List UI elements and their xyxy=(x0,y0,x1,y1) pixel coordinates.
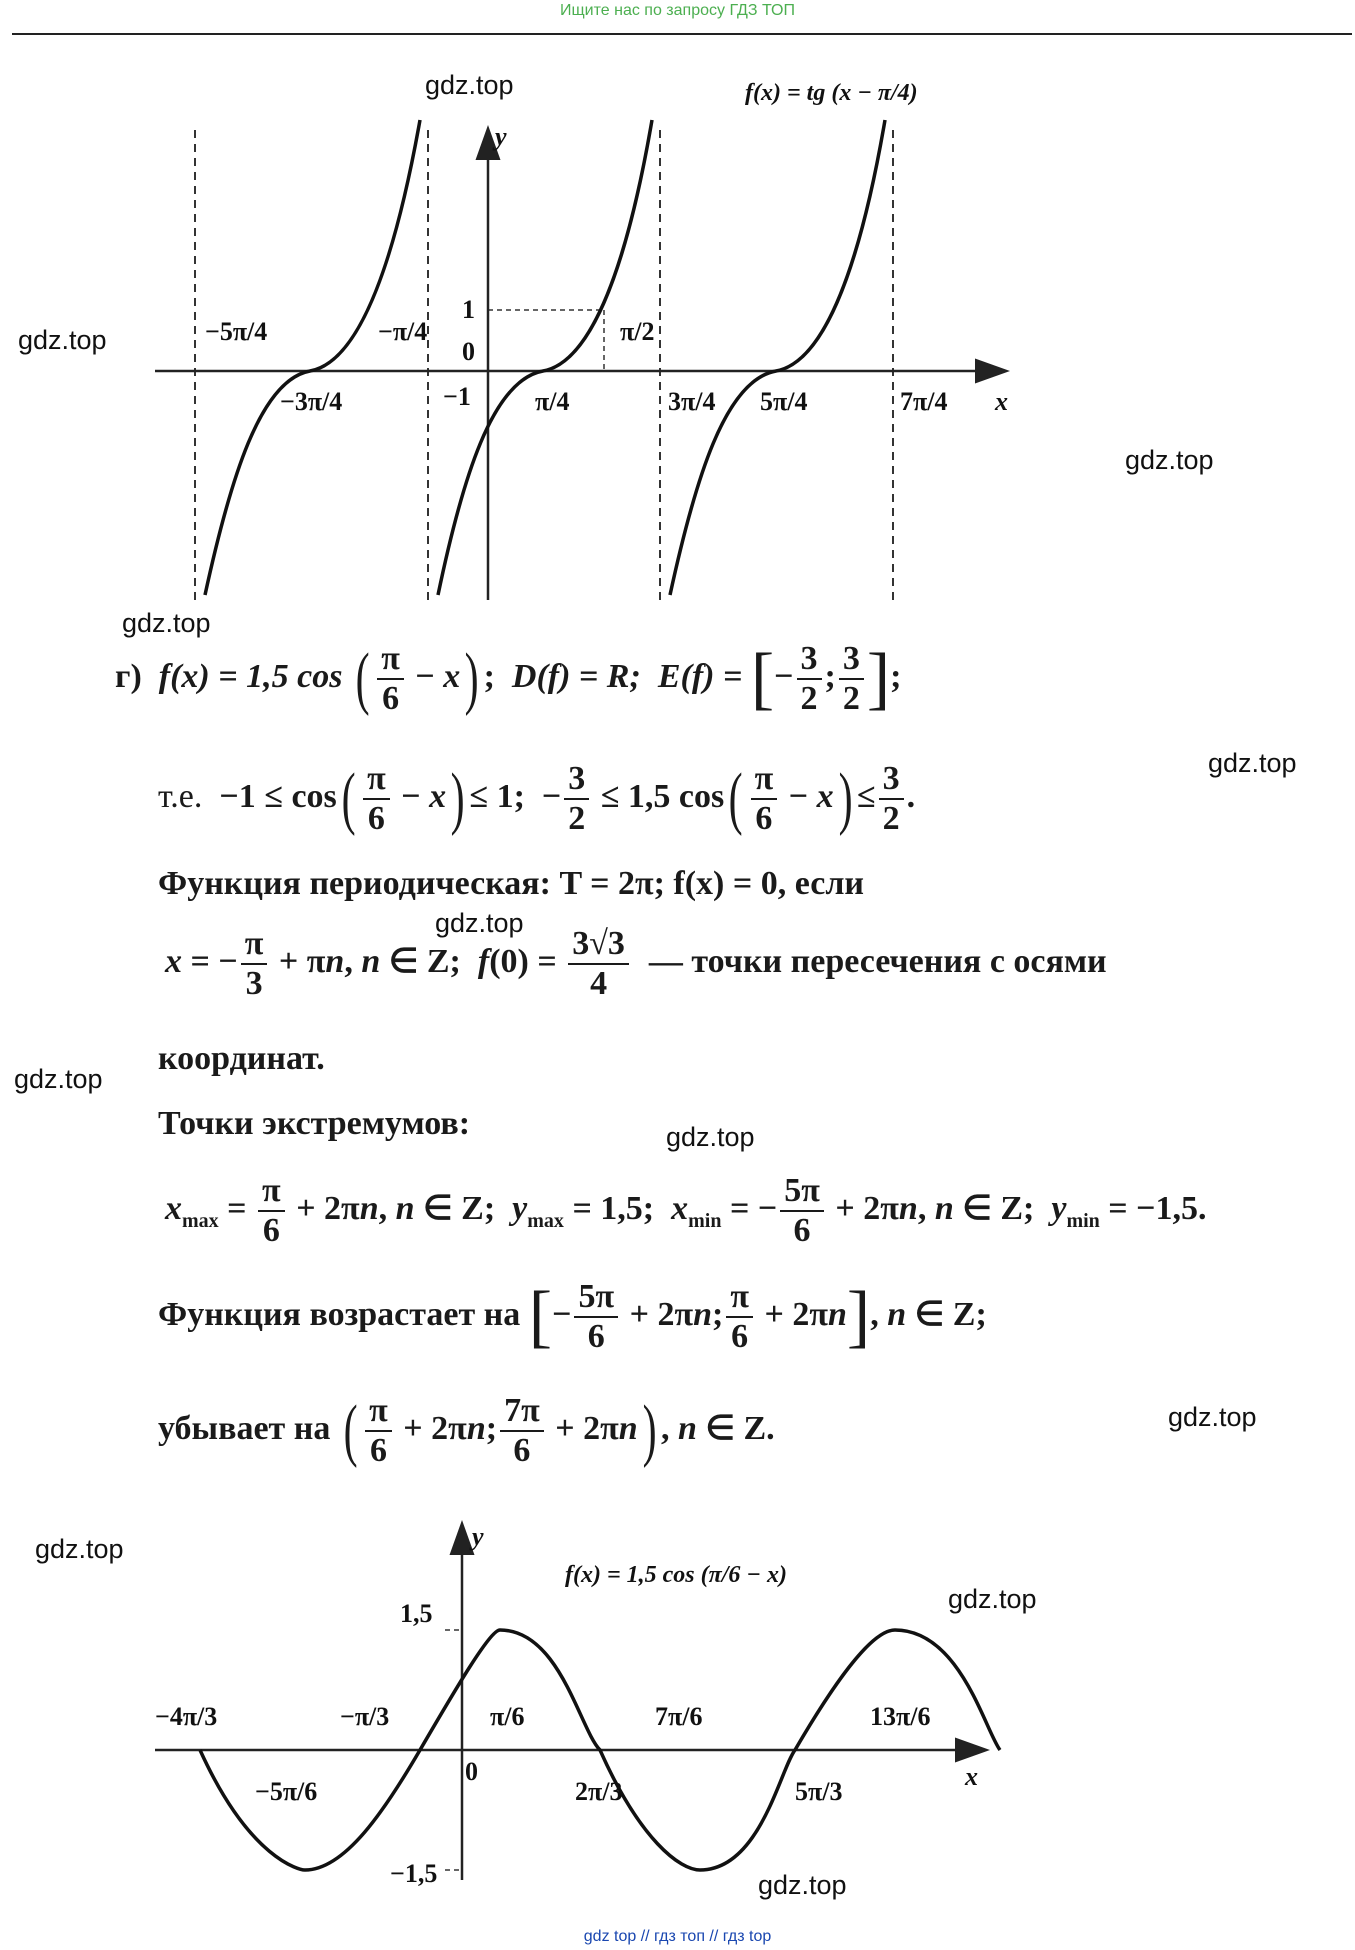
svg-text:5π/4: 5π/4 xyxy=(760,387,808,416)
watermark: gdz.top xyxy=(435,908,524,938)
watermark: gdz.top xyxy=(35,1534,124,1564)
tangent-curves xyxy=(205,120,885,595)
watermark: gdz.top xyxy=(122,608,211,638)
line-6: Точки экстремумов: xyxy=(158,1105,471,1142)
svg-text:−π/4: −π/4 xyxy=(378,317,428,346)
watermark: gdz.top xyxy=(666,1122,755,1152)
watermark: gdz.top xyxy=(14,1064,103,1094)
cosine-graph xyxy=(0,1500,1355,1920)
line-3: Функция периодическая: T = 2π; f(x) = 0, если xyxy=(158,865,864,902)
svg-text:3π/4: 3π/4 xyxy=(668,387,716,416)
watermark: gdz.top xyxy=(758,1870,847,1900)
svg-text:0: 0 xyxy=(462,337,475,366)
svg-text:−1: −1 xyxy=(443,382,471,411)
graph2-labels xyxy=(155,1522,978,1888)
watermark: gdz.top xyxy=(1168,1402,1257,1432)
top-rule xyxy=(12,33,1352,35)
line-7: $x_{max}$ = $\frac{\pi}{6}$ + 2πn, n ∈ Z; $y_{max} = 1,5$; $x_{min}$ = − $\frac{5\pi}{6}$ + 2πn, n ∈ Z; $y_{min} = -1,5$. xyxy=(165,1172,1207,1249)
svg-text:π/6: π/6 xyxy=(490,1702,525,1731)
svg-text:−5π/6: −5π/6 xyxy=(255,1777,318,1806)
svg-text:f(x) = 1,5 cos (π/6 − x): f(x) = 1,5 cos (π/6 − x) xyxy=(565,1562,787,1588)
svg-text:x: x xyxy=(965,1762,978,1791)
svg-text:2π/3: 2π/3 xyxy=(575,1777,623,1806)
svg-text:7π/6: 7π/6 xyxy=(655,1702,703,1731)
line-1: г) f(x) = 1,5 cos ( $\frac{\pi}{6}$ − x) ; D(f) = R; E(f) = [− $\frac{3}{2}$ ; $\frac{3}{2}$ ]; xyxy=(115,640,902,717)
svg-text:13π/6: 13π/6 xyxy=(870,1702,931,1731)
svg-text:y: y xyxy=(472,1522,484,1551)
line-9: убывает на ( $\frac{\pi}{6}$ + 2πn; $\frac{7\pi}{6}$ + 2πn) , n ∈ Z. xyxy=(158,1392,775,1469)
line-8: Функция возрастает на [− $\frac{5\pi}{6}$ + 2πn; $\frac{\pi}{6}$ + 2πn], n ∈ Z; xyxy=(158,1278,987,1355)
watermark: gdz.top xyxy=(1125,445,1214,475)
svg-text:y: y xyxy=(495,122,507,151)
svg-text:−1,5: −1,5 xyxy=(390,1859,438,1888)
line-2: т.е. −1 ≤ cos( $\frac{\pi}{6}$ − x) ≤ 1; − $\frac{3}{2}$ ≤ 1,5 cos( $\frac{\pi}{6}$ − x) ≤ $\frac{3}{2}$ . xyxy=(158,760,916,837)
footer-links[interactable]: gdz top // гдз топ // гдз top xyxy=(583,1928,772,1945)
svg-text:π/4: π/4 xyxy=(535,387,570,416)
svg-text:−4π/3: −4π/3 xyxy=(155,1702,218,1731)
watermark: gdz.top xyxy=(425,70,514,100)
svg-text:−3π/4: −3π/4 xyxy=(280,387,343,416)
tangent-graph xyxy=(0,60,1355,620)
watermark: gdz.top xyxy=(18,325,107,355)
svg-text:π/2: π/2 xyxy=(620,317,655,346)
watermark: gdz.top xyxy=(1208,748,1297,778)
svg-text:0: 0 xyxy=(465,1757,478,1786)
svg-text:−π/3: −π/3 xyxy=(340,1702,390,1731)
svg-text:5π/3: 5π/3 xyxy=(795,1777,843,1806)
svg-text:1: 1 xyxy=(462,295,475,324)
svg-text:7π/4: 7π/4 xyxy=(900,387,948,416)
svg-text:f(x) = tg (x − π/4): f(x) = tg (x − π/4) xyxy=(745,80,918,106)
svg-text:1,5: 1,5 xyxy=(400,1599,433,1628)
search-banner[interactable]: Ищите нас по запросу ГДЗ ТОП xyxy=(560,2,795,19)
watermark: gdz.top xyxy=(948,1584,1037,1614)
line-4: x = − $\frac{\pi}{3}$ + πn, n ∈ Z; f(0) = $\frac{3√3}{4}$ — точки пересечения с осями xyxy=(165,925,1107,1002)
svg-text:x: x xyxy=(995,387,1008,416)
svg-text:−5π/4: −5π/4 xyxy=(205,317,268,346)
line-5: координат. xyxy=(158,1040,325,1077)
